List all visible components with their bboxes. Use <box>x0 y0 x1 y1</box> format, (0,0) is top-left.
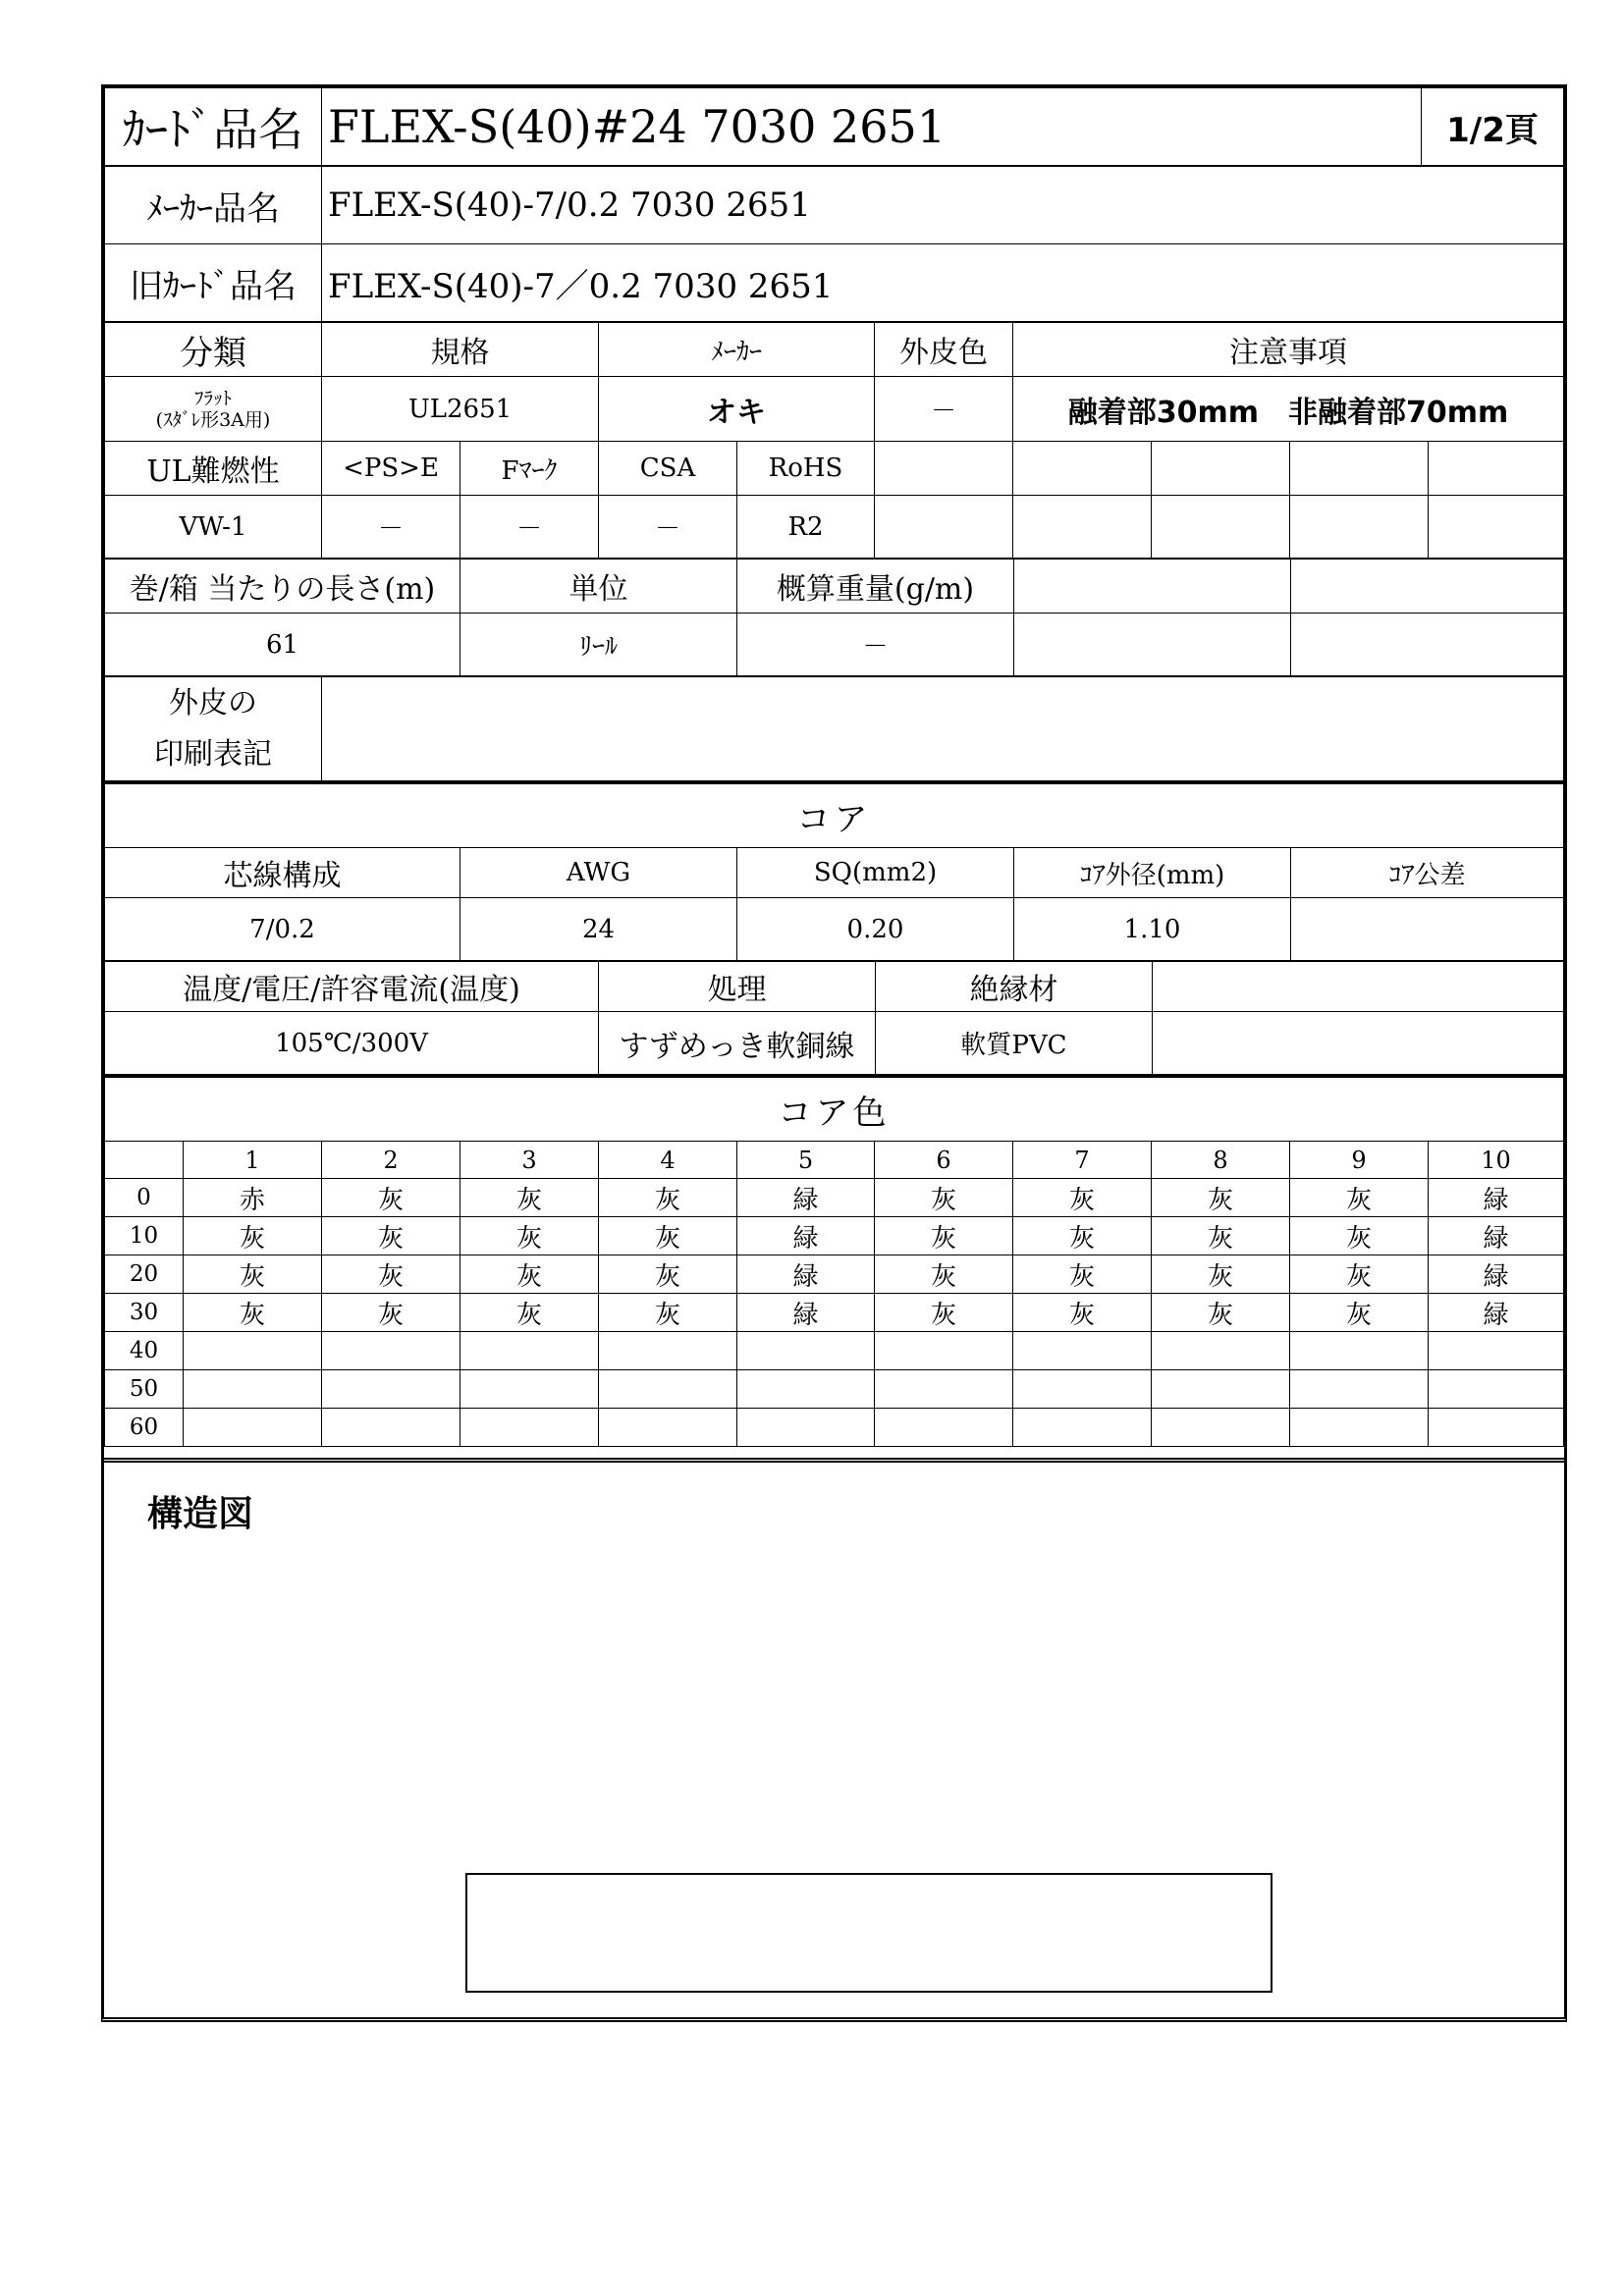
old-card-name-value: FLEX-S(40)-7／0.2 7030 2651 <box>322 244 1564 322</box>
print-value <box>322 677 1564 781</box>
blank-cell <box>1429 442 1564 496</box>
color-cell <box>737 1409 875 1447</box>
color-cell: 灰 <box>1152 1255 1290 1294</box>
color-cell: 灰 <box>1152 1179 1290 1217</box>
sq-value: 0.20 <box>737 898 1014 961</box>
color-cell: 緑 <box>737 1294 875 1332</box>
color-cell <box>1429 1370 1564 1409</box>
print-table <box>104 676 1564 781</box>
color-row-label: 30 <box>105 1294 184 1332</box>
color-cell: 灰 <box>875 1255 1013 1294</box>
maker-name-value: FLEX-S(40)-7/0.2 7030 2651 <box>322 167 1564 244</box>
weight-header: 概算重量(g/m) <box>737 560 1014 614</box>
color-cell <box>460 1370 599 1409</box>
color-cell: 灰 <box>322 1217 460 1255</box>
core-color-table <box>104 1075 1564 1447</box>
ps-e-value: － <box>322 496 460 559</box>
blank-cell <box>1153 962 1564 1012</box>
unit-header: 単位 <box>460 560 737 614</box>
classification-line2: (ｽﾀﾞﾚ形3A用) <box>155 408 271 431</box>
color-row <box>105 1409 1564 1447</box>
color-column-header: 3 <box>460 1142 599 1179</box>
rating-value: 105℃/300V <box>105 1012 599 1075</box>
standard-header: 規格 <box>322 323 599 377</box>
color-column-header: 10 <box>1429 1142 1564 1179</box>
color-cell: 緑 <box>1429 1217 1564 1255</box>
classification-header: 分類 <box>105 323 322 377</box>
blank-cell <box>1152 496 1290 559</box>
color-cell: 灰 <box>322 1255 460 1294</box>
color-cell: 緑 <box>737 1255 875 1294</box>
core-tolerance-value <box>1291 898 1564 961</box>
spec-card <box>101 84 1567 2022</box>
color-column-header: 7 <box>1013 1142 1152 1179</box>
insulation-header: 絶縁材 <box>876 962 1153 1012</box>
color-cell: 灰 <box>184 1217 322 1255</box>
color-cell: 灰 <box>322 1179 460 1217</box>
ul-flame-header: UL難燃性 <box>105 442 322 496</box>
color-grid-corner <box>105 1142 184 1179</box>
color-cell: 灰 <box>460 1217 599 1255</box>
rohs-header: RoHS <box>737 442 875 496</box>
rohs-value: R2 <box>737 496 875 559</box>
length-value: 61 <box>105 614 460 676</box>
color-cell <box>1152 1332 1290 1370</box>
color-row-label: 10 <box>105 1217 184 1255</box>
color-cell <box>1429 1332 1564 1370</box>
color-column-header: 6 <box>875 1142 1013 1179</box>
card-name-label: ｶｰﾄﾞ品名 <box>105 88 322 166</box>
awg-value: 24 <box>460 898 737 961</box>
print-label-line1: 外皮の <box>169 685 257 721</box>
color-cell <box>322 1332 460 1370</box>
color-row-label: 0 <box>105 1179 184 1217</box>
title-table <box>104 87 1564 166</box>
blank-cell <box>1014 560 1291 614</box>
color-cell <box>1013 1332 1152 1370</box>
blank-cell <box>1153 1012 1564 1075</box>
color-cell <box>875 1332 1013 1370</box>
blank-cell <box>1152 442 1290 496</box>
conductor-value: 7/0.2 <box>105 898 460 961</box>
color-row <box>105 1332 1564 1370</box>
card-name-value: FLEX-S(40)#24 7030 2651 <box>322 88 1422 166</box>
color-cell: 緑 <box>1429 1179 1564 1217</box>
color-cell: 緑 <box>1429 1294 1564 1332</box>
old-card-name-label: 旧ｶｰﾄﾞ品名 <box>105 244 322 322</box>
color-row-label: 40 <box>105 1332 184 1370</box>
standard-value: UL2651 <box>322 377 599 442</box>
color-cell: 灰 <box>599 1255 737 1294</box>
packaging-table <box>104 559 1564 676</box>
color-column-header: 1 <box>184 1142 322 1179</box>
awg-header: AWG <box>460 848 737 898</box>
color-cell <box>184 1409 322 1447</box>
color-cell: 緑 <box>1429 1255 1564 1294</box>
material-table <box>104 961 1564 1075</box>
print-label-line2: 印刷表記 <box>154 736 272 772</box>
treatment-header: 処理 <box>599 962 876 1012</box>
unit-value: ﾘｰﾙ <box>460 614 737 676</box>
f-mark-header: Fﾏｰｸ <box>460 442 599 496</box>
color-row <box>105 1370 1564 1409</box>
color-cell <box>322 1370 460 1409</box>
core-section-title: コア <box>105 783 1564 848</box>
maker-header: ﾒｰｶｰ <box>599 323 875 377</box>
classification-value <box>105 377 322 442</box>
color-cell <box>1290 1409 1429 1447</box>
color-cell: 灰 <box>460 1179 599 1217</box>
color-cell: 灰 <box>184 1294 322 1332</box>
color-cell: 灰 <box>1013 1294 1152 1332</box>
color-cell <box>184 1370 322 1409</box>
core-tolerance-header: ｺｱ公差 <box>1291 848 1564 898</box>
page-indicator: 1/2頁 <box>1422 88 1564 166</box>
maker-value: オキ <box>599 377 875 442</box>
ps-e-header: <PS>E <box>322 442 460 496</box>
insulation-value: 軟質PVC <box>876 1012 1153 1075</box>
core-od-value: 1.10 <box>1014 898 1291 961</box>
blank-cell <box>1290 496 1429 559</box>
color-row-label: 20 <box>105 1255 184 1294</box>
color-cell: 灰 <box>875 1217 1013 1255</box>
csa-value: － <box>599 496 737 559</box>
blank-cell <box>875 442 1013 496</box>
color-cell <box>599 1409 737 1447</box>
color-cell <box>1429 1409 1564 1447</box>
color-cell <box>599 1332 737 1370</box>
blank-cell <box>1013 442 1152 496</box>
color-cell: 赤 <box>184 1179 322 1217</box>
csa-header: CSA <box>599 442 737 496</box>
weight-value: － <box>737 614 1014 676</box>
color-row <box>105 1255 1564 1294</box>
color-cell <box>1152 1409 1290 1447</box>
color-cell <box>1290 1332 1429 1370</box>
color-cell: 灰 <box>1290 1179 1429 1217</box>
f-mark-value: － <box>460 496 599 559</box>
spec-table <box>104 322 1564 559</box>
color-column-header: 9 <box>1290 1142 1429 1179</box>
name-table <box>104 166 1564 322</box>
core-color-title: コア色 <box>105 1077 1564 1142</box>
color-cell: 灰 <box>460 1255 599 1294</box>
classification-line1: ﾌﾗｯﾄ <box>193 387 232 409</box>
notes-value: 融着部30mm 非融着部70mm <box>1013 377 1564 442</box>
color-cell: 灰 <box>1013 1217 1152 1255</box>
structure-diagram-title: 構造図 <box>147 1494 254 1534</box>
structure-diagram-box <box>465 1873 1272 1993</box>
color-row-label: 50 <box>105 1370 184 1409</box>
color-cell: 緑 <box>737 1217 875 1255</box>
color-cell: 灰 <box>1290 1217 1429 1255</box>
color-row-label: 60 <box>105 1409 184 1447</box>
color-row <box>105 1217 1564 1255</box>
blank-cell <box>1013 496 1152 559</box>
maker-name-label: ﾒｰｶｰ品名 <box>105 167 322 244</box>
color-column-header: 4 <box>599 1142 737 1179</box>
color-cell <box>184 1332 322 1370</box>
jacket-color-value: － <box>875 377 1013 442</box>
color-column-header: 8 <box>1152 1142 1290 1179</box>
core-table <box>104 781 1564 961</box>
color-cell: 灰 <box>322 1294 460 1332</box>
core-od-header: ｺｱ外径(mm) <box>1014 848 1291 898</box>
rating-header: 温度/電圧/許容電流(温度) <box>105 962 599 1012</box>
color-cell <box>460 1332 599 1370</box>
color-cell: 灰 <box>1013 1179 1152 1217</box>
structure-diagram-area <box>104 1458 1564 2017</box>
color-cell: 灰 <box>599 1179 737 1217</box>
color-cell: 灰 <box>599 1217 737 1255</box>
ul-flame-value: VW-1 <box>105 496 322 559</box>
blank-cell <box>1014 614 1291 676</box>
blank-cell <box>875 496 1013 559</box>
color-cell: 緑 <box>737 1179 875 1217</box>
color-cell: 灰 <box>1290 1255 1429 1294</box>
color-row <box>105 1179 1564 1217</box>
color-cell <box>737 1370 875 1409</box>
color-cell <box>737 1332 875 1370</box>
length-header: 巻/箱 当たりの長さ(m) <box>105 560 460 614</box>
color-column-header: 5 <box>737 1142 875 1179</box>
color-cell: 灰 <box>1152 1294 1290 1332</box>
treatment-value: すずめっき軟銅線 <box>599 1012 876 1075</box>
color-cell: 灰 <box>875 1179 1013 1217</box>
color-cell <box>322 1409 460 1447</box>
color-cell <box>599 1370 737 1409</box>
blank-cell <box>1291 560 1564 614</box>
color-cell: 灰 <box>1290 1294 1429 1332</box>
blank-cell <box>1291 614 1564 676</box>
print-label <box>105 677 322 781</box>
blank-cell <box>1429 496 1564 559</box>
jacket-color-header: 外皮色 <box>875 323 1013 377</box>
color-cell: 灰 <box>875 1294 1013 1332</box>
color-cell: 灰 <box>1013 1255 1152 1294</box>
color-cell <box>875 1370 1013 1409</box>
color-cell <box>1013 1409 1152 1447</box>
sq-header: SQ(mm2) <box>737 848 1014 898</box>
color-cell: 灰 <box>460 1294 599 1332</box>
color-cell <box>875 1409 1013 1447</box>
blank-cell <box>1290 442 1429 496</box>
color-cell: 灰 <box>599 1294 737 1332</box>
conductor-header: 芯線構成 <box>105 848 460 898</box>
color-row <box>105 1294 1564 1332</box>
color-cell <box>1013 1370 1152 1409</box>
color-cell <box>460 1409 599 1447</box>
notes-header: 注意事項 <box>1013 323 1564 377</box>
color-cell: 灰 <box>1152 1217 1290 1255</box>
color-cell: 灰 <box>184 1255 322 1294</box>
color-column-header: 2 <box>322 1142 460 1179</box>
color-cell <box>1152 1370 1290 1409</box>
color-cell <box>1290 1370 1429 1409</box>
